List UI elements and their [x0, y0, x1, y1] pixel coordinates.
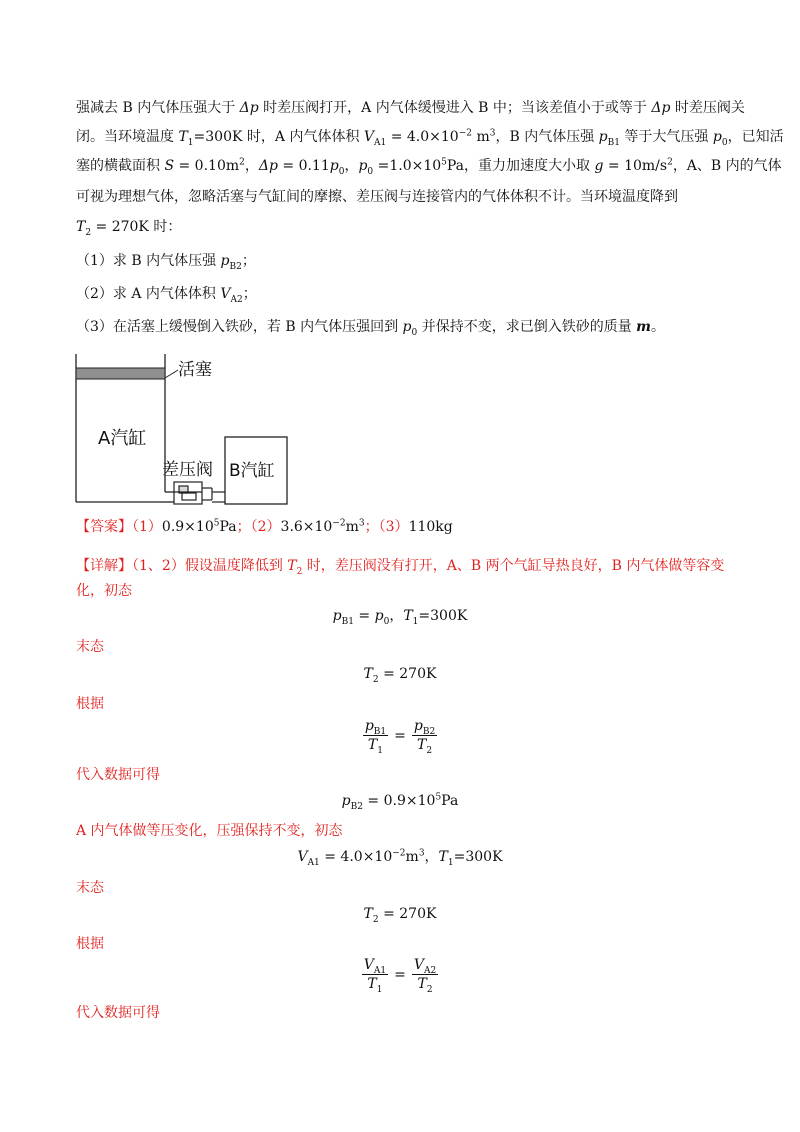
cylinder-b-label: B汽缸 — [229, 461, 275, 481]
equation-2: $T_2 = 270K$ — [363, 666, 437, 685]
piston — [76, 368, 165, 379]
problem-line-3: 塞的横截面积 $S = 0.10m^2$，$\Delta p = 0.11p_0$，$p_0 =1.0\times 10^5Pa$，重力加速度大小取 $g = 10m/s^2$，A、B 内的气体 — [76, 157, 782, 177]
cylinder-diagram — [70, 350, 310, 508]
question-2: （2）求 A 内气体体积 $V_{A2}$； — [76, 286, 257, 305]
equation-3: $p_{B2} = 0.9\times 10^5Pa$ — [341, 792, 459, 812]
piston-label: 活塞 — [178, 360, 212, 380]
cylinder-a-label: A汽缸 — [98, 428, 147, 449]
solution-tag: 【详解】 — [76, 558, 132, 574]
substitute-label-2: 代入数据可得 — [76, 1005, 160, 1021]
problem-line-2: 闭。当环境温度 $T_1=300K$ 时，A 内气体体积 $V_{A1} = 4.0\times 10^{-2}$ $m^3$，B 内气体压强 $p_{B1}$ 等于大气压强 $p_0$，已知活 — [76, 128, 784, 148]
differential-pressure-valve — [174, 482, 225, 504]
equation-4: $V_{A1} = 4.0\times 10^{-2}m^3$，$T_1=300K$ — [297, 848, 503, 868]
final-state-label-1: 末态 — [76, 639, 104, 655]
answer-line: 【答案】$(1)0.9\times 10^5Pa$；$(2)3.6\times 10^{-2}m^3$；（3）110kg — [76, 518, 453, 535]
valve-label: 差压阀 — [162, 460, 213, 480]
a-gas-intro: A 内气体做等压变化，压强保持不变，初态 — [76, 823, 343, 839]
problem-line-5: $T_2 = 270K$ 时： — [76, 219, 182, 238]
fraction-equation-1: $\frac{p_{B1}}{T_1}$ = $\frac{p_{B2}}{T_2}$ — [364, 718, 436, 756]
solution-intro-1: 【详解】（1、2）假设温度降低到 $T_2$ 时，差压阀没有打开，A、B 两个气缸导热良好，B 内气体做等容变 — [76, 558, 725, 577]
substitute-label-1: 代入数据可得 — [76, 767, 160, 783]
equation-1: $p_{B1} = p_0$，$T_1=300K$ — [332, 608, 468, 627]
final-state-label-2: 末态 — [76, 880, 104, 896]
basis-label-2: 根据 — [76, 936, 104, 952]
question-1: （1）求 B 内气体压强 $p_{B2}$； — [76, 253, 256, 272]
problem-line-4: 可视为理想气体，忽略活塞与气缸间的摩擦、差压阀与连接管内的气体体积不计。当环境温度降到 — [76, 189, 678, 205]
piston-leader-line — [165, 370, 178, 378]
question-3: （3）在活塞上缓慢倒入铁砂，若 B 内气体压强回到 $p_0$ 并保持不变，求已倒入铁砂的质量 m。 — [76, 319, 665, 338]
fraction-equation-2: $\frac{V_{A1}}{T_1}$ = $\frac{V_{A2}}{T_2}$ — [363, 957, 437, 995]
answer-tag: 【答案】 — [76, 519, 132, 535]
solution-intro-2: 化，初态 — [76, 583, 132, 599]
basis-label-1: 根据 — [76, 696, 104, 712]
equation-5: $T_2 = 270K$ — [363, 906, 437, 925]
problem-line-1: 强减去 B 内气体压强大于 Δp 时差压阀打开，A 内气体缓慢进入 B 中；当该差值小于或等于 Δp 时差压阀关 — [76, 100, 745, 116]
